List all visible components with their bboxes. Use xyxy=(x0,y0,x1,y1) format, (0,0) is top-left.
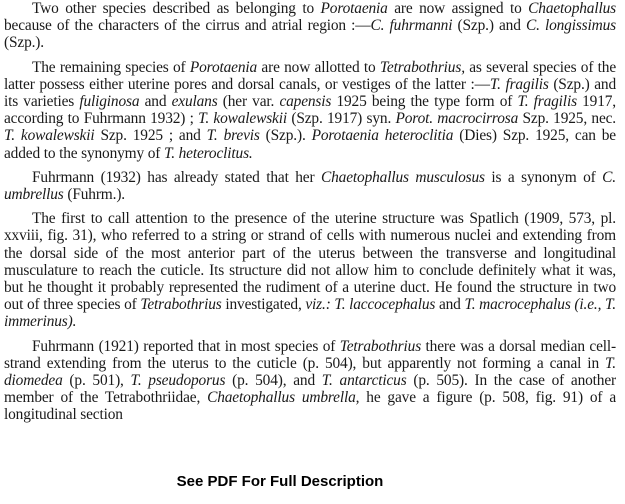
italic-term: Chaetophallus umbrella, xyxy=(207,389,360,407)
italic-term: fuliginosa xyxy=(79,93,140,111)
italic-term: Tetrabothrius xyxy=(140,296,222,314)
text-run: there was a dorsal median cell-strand extending from the uterus to the cuticle (p. 504), but apparently not forming a canal in xyxy=(4,337,616,372)
text-run: (her var. xyxy=(217,93,280,111)
text-run: Fuhrmann (1921) reported that in most species of xyxy=(32,337,340,355)
text-run: Szp. 1925, nec. xyxy=(518,110,617,128)
italic-term: C. umbrellus xyxy=(4,168,616,204)
italic-term: T. brevis xyxy=(206,127,260,145)
italic-term: Porot. macrocirrosa xyxy=(395,110,519,128)
italic-term: Tetrabothrius xyxy=(339,337,422,355)
text-run: The first to call attention to the presence of the uterine structure was Spatlich (1909, 573, pl. xxviii, fig. 31), who referred to a string or strand of cells with numerous nuclei and extending from the dorsal side of the most anterior part of the uterus between the transverse and longitudinal musculature to reach the cuticle. Its structure did not allow him to conclude definitely what it was, but he thought it probably represented the rudiment of a uterine duct. He found the structure in two out of three species of xyxy=(4,210,616,314)
italic-term: exulans xyxy=(171,93,218,111)
italic-term: T. pseudoporus xyxy=(130,372,226,390)
italic-term: capensis xyxy=(279,93,332,111)
text-run: The remaining species of xyxy=(32,58,190,76)
paragraph-3 xyxy=(4,169,616,203)
text-run: is a synonym of xyxy=(484,168,603,186)
text-run: he gave a figure (p. 508, fig. 91) of a longitudinal section xyxy=(4,389,616,424)
text-run: and xyxy=(139,93,172,111)
paragraph-2 xyxy=(4,59,616,162)
italic-term: C. longissimus xyxy=(525,17,616,35)
text-run: are now allotted to xyxy=(257,58,380,76)
italic-term: T. kowalewskii xyxy=(198,110,287,128)
text-run: 1925 being the type form of xyxy=(331,93,518,111)
text-run: because of the characters of the cirrus and atrial region :— xyxy=(4,17,371,35)
paragraph-1 xyxy=(4,0,616,52)
paragraph-5 xyxy=(4,338,616,424)
italic-term: T. heteroclitus. xyxy=(163,144,253,162)
italic-term: T. macrocephalus (i.e., T. immerinus). xyxy=(4,296,616,331)
italic-term: T. fragilis xyxy=(517,93,577,111)
italic-term: Chaetophallus xyxy=(528,0,616,17)
italic-term: Porotaenia heteroclitia xyxy=(311,127,454,145)
text-run: (Szp.) and its varieties xyxy=(4,75,617,111)
text-run: (p. 505). In the case of another member of the Tetrabothriidae, xyxy=(4,372,617,407)
italic-term: T. kowalewskii xyxy=(4,127,95,145)
italic-term: T. fragilis xyxy=(489,75,549,93)
see-pdf-note[interactable]: See PDF For Full Description xyxy=(176,473,384,490)
text-run: (Dies) Szp. 1925, can be added to the synonymy of xyxy=(4,127,616,162)
italic-term: T. antarcticus xyxy=(321,372,407,390)
text-run: (Szp.) and xyxy=(452,17,526,35)
italic-term: C. fuhrmanni xyxy=(370,17,453,35)
text-run: Two other species described as belonging to xyxy=(32,0,321,17)
italic-term: viz.: T. laccocephalus xyxy=(305,296,436,314)
italic-term: T. diomedea xyxy=(4,354,616,390)
text-run: (p. 504), and xyxy=(225,372,322,390)
text-run: and xyxy=(435,296,465,314)
text-run: (Szp.). xyxy=(4,34,44,52)
italic-term: Porotaenia xyxy=(320,0,388,17)
text-run: (Szp.). xyxy=(259,127,312,145)
italic-term: Chaetophallus musculosus xyxy=(321,168,485,186)
text-run: as several species of the latter possess either uterine pores and dorsal canals, or vestiges of the latter :— xyxy=(4,58,616,93)
text-run: (Fuhrm.). xyxy=(63,186,125,204)
text-run: Szp. 1925 ; and xyxy=(94,127,207,145)
text-run: (p. 501), xyxy=(62,372,131,390)
text-run: 1917, according to Fuhrmann 1932) ; xyxy=(4,93,616,128)
italic-term: Porotaenia xyxy=(189,58,258,76)
text-run: investigated, xyxy=(221,296,306,314)
text-run: (Szp. 1917) syn. xyxy=(287,110,396,128)
text-run: are now assigned to xyxy=(387,0,529,17)
paragraph-4 xyxy=(4,210,616,330)
text-run: Fuhrmann (1932) has already stated that her xyxy=(32,168,322,186)
body-text xyxy=(4,0,616,431)
italic-term: Tetrabothrius, xyxy=(379,58,465,76)
